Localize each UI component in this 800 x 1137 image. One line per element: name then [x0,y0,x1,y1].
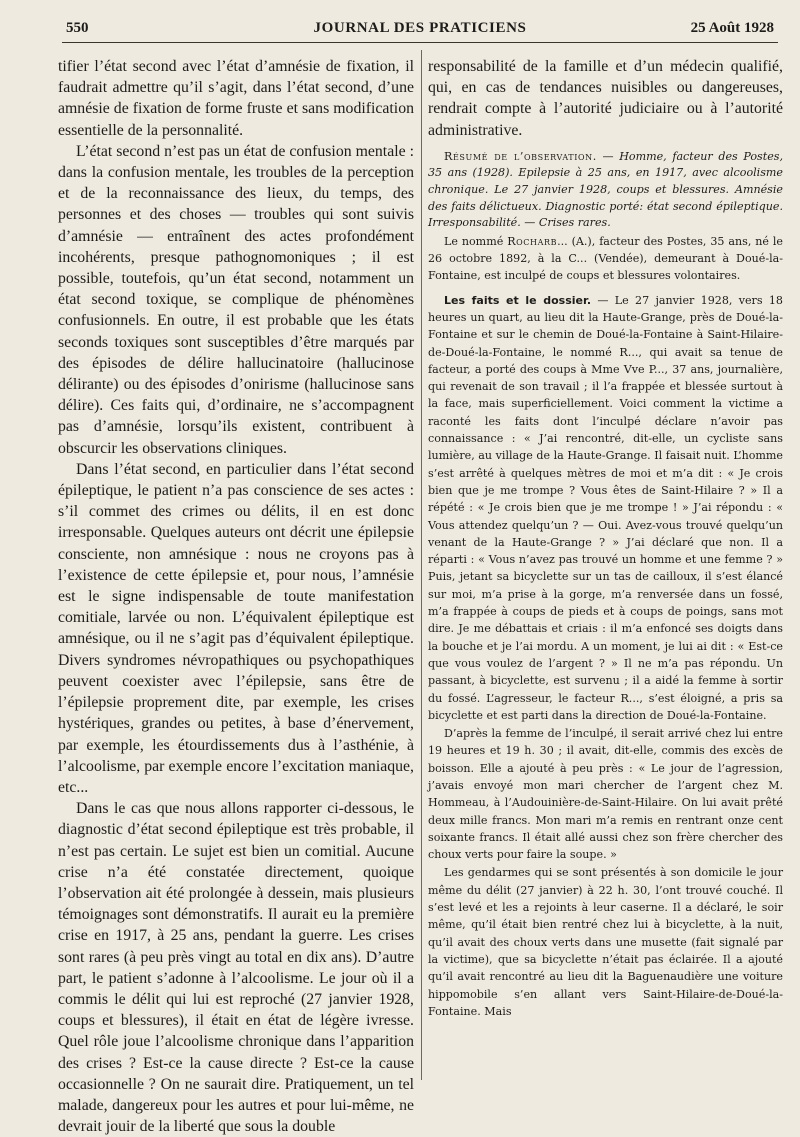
paragraph: L’état second n’est pas un état de confusion mentale : dans la confusion mentale, les troubles de la perception et de la reconnaissance des lieux, du temps, des personnes et des choses — troubles qui sont suivis d’amnésie — entraînent des actes profondément incohérents, presque pathognomoniques ; il est possible, toutefois, qu’un état second, notamment un état second toxique, se complique de phénomènes confusionnels. En outre, il est probable que les états seconds toxiques sont susceptibles d’être marqués par des épisodes de délire hallucinatoire (hallucinose délirante) ou des épisodes d’onirisme (hallucinose sans délire). Ces faits qui, d’ordinaire, ne s’accompagnent pas d’amnésie, lorsqu’ils existent, contribuent à obscurcir les observations cliniques. [58,142,414,457]
summary-dash: — [596,149,620,163]
journal-title: JOURNAL DES PRATICIENS [313,20,527,36]
summary-label: Résumé de l’observation. [444,149,597,163]
defendant-name: Rocharb [507,234,558,248]
paragraph: Les gendarmes qui se sont présentés à son domicile le jour même du délit (27 janvier) à 22 h. 30, l’ont trouvé couché. Il s’est levé et les a rejoints à leur caserne. Il a déclaré, le soir même, qu’il était bien rentré chez lui à bicyclette, à la nuit, qu’il avait des choux verts dans une musette (fait signalé par la victime), que sa bicyclette n’était pas éclairée. Il a ajouté qu’il avait rencontré au lieu dit la Baguenaudière une voiture hippomobile s’en allant vers Saint-Hilaire-de-Doué-la-Fontaine. Mais [428,866,783,1018]
page-number: 550 [66,20,89,36]
paragraph: D’après la femme de l’inculpé, il serait arrivé chez lui entre 19 heures et 19 h. 30 ; il avait, dit-elle, commis des excès de boisson. Elle a ajouté à peu près : « Le jour de l’agression, j’avais envoyé mon mari chercher de l’argent chez M. Hommeau, à l’Audouinière-de-Saint-Hilaire. On lui avait prêté deux mille francs. Mon mari m’a remis en rentrant onze cent soixante francs. Il était allé aussi chez son frère chercher des choux verts pour faire la soupe. » [428,727,783,862]
paragraph: tifier l’état second avec l’état d’amnésie de fixation, il faudrait admettre qu’il s’agit, dans l’état second, d’une amnésie de fixation de forme fruste et sans modification essentielle de la personnalité. [58,58,414,139]
left-column [58,56,414,1137]
section-heading: Les faits et le dossier. [444,293,592,307]
issue-date: 25 Août 1928 [690,20,774,36]
summary-text: Homme, facteur des Postes, 35 ans (1928). Epilepsie à 25 ans, en 1917, avec alcoolisme chronique. Le 27 janvier 1928, coups et blessures. Amnésie des faits délictueux. Diagnostic porté: état second épileptique. Irresponsabilité. — Crises rares. [428,149,783,230]
page-header [62,16,778,43]
text-run: Le nommé [444,234,508,248]
column-divider [421,50,422,1080]
text-run: ... (A.), facteur des Postes, 35 ans, né le 26 octobre 1892, à la C... (Vendée), demeurant à Doué-la-Fontaine, est inculpé de coups et blessures volontaires. [428,234,783,283]
observation-summary [428,149,783,232]
paragraph [428,233,783,285]
paragraph: Dans l’état second, en particulier dans l’état second épileptique, le patient n’a pas conscience de ses actes : s’il commet des crimes ou délits, il en est donc irresponsable. Quelques auteurs ont décrit une épilepsie consciente, non amnésique : nous ne croyons pas à l’existence de cette épilepsie et, pour nous, l’amnésie est le signe indispensable de toute manifestation comitiale, larvée ou non. L’équivalent épileptique est amnésique, ou il ne s’agit pas d’équivalent épileptique. Divers syndromes névropathiques ou psychopathiques peuvent coexister avec l’épilepsie, sans être de l’épilepsie proprement dite, par exemple, les crises hystériques, grandes ou petites, à base d’énervement, par exemple, les étourdissements dus à l’asthénie, à l’alcoolisme, par exemple encore l’excitation maniaque, etc... [58,460,414,796]
text-run: — Le 27 janvier 1928, vers 18 heures un quart, au lieu dit la Haute-Grange, près de Doué-la-Fontaine et sur le chemin de Doué-la-Fontaine à Saint-Hilaire-de-Doué-la-Fontaine, le nommé R..., qui avait sa tenue de facteur, a porté des coups à Mme Vve P..., 37 ans, journalière, qui revenait de son travail ; il l’a frappée et blessée surtout à la face, mais superficiellement. Voici comment la victime a raconté les faits dont l’inculpé déclare n’avoir pas connaissance : « J’ai rencontré, dit-elle, un cycliste sans lumière, au village de la Haute-Grange. Il faisait nuit. L’homme s’est arrêté à quelques mètres de moi et m’a dit : « Je crois bien que je me trompe ? Vous êtes de Saint-Hilaire ? » Il a répété : « Je crois bien que je me trompe ! » J’ai répondu : « Vous attendez quelqu’un ? — Oui. Avez-vous trouvé quelqu’un venant de la Haute-Grange ? » J’ai déclaré que non. Il a réparti : « Vous n’avez pas trouvé un homme et une femme ? » Puis, jetant sa bicyclette sur un tas de cailloux, il s’est élancé sur moi, m’a prise à la gorge, m’a renversée dans un fossé, m’a frappée à coups de pieds et à coups de poings, sans mot dire. Je me débattais et criais : il m’a enfoncé ses doigts dans la bouche et je l’ai mordu. A un moment, je lui ai dit : « Est-ce que vous voulez de l’argent ? » Il ne m’a pas répondu. Un passant, à bicyclette, est survenu ; il a aidé la femme à sortir du fossé. L’agresseur, le facteur R..., s’est éloigné, a pris sa bicyclette et est parti dans la direction de Doué-la-Fontaine. [428,293,783,722]
paragraph: Dans le cas que nous allons rapporter ci-dessous, le diagnostic d’état second épileptique est très probable, il n’est pas certain. Le sujet est bien un comitial. Aucune crise n’a été constatée directement, quoique l’observation ait été prolongée à dessein, mais plusieurs témoignages sont démonstratifs. Il aurait eu la première crise en 1917, à 25 ans, pendant la guerre. Les crises sont rares (à peu près vingt au total en dix ans). D’autre part, le patient s’adonne à l’alcoolisme. Le jour où il a commis le délit qui lui est reproché (27 janvier 1928, coups et blessures), il était en état de légère ivresse. Quel rôle joue l’alcoolisme chronique dans l’apparition des crises ? Est-ce la cause directe ? Est-ce la cause occasionnelle ? On ne saurait dire. Pratiquement, un tel malade, dangereux pour les autres et pour lui-même, ne devrait jouir de la liberté que sous la double [58,800,414,1136]
paragraph: responsabilité de la famille et d’un médecin qualifié, qui, en cas de tendances nuisibles ou dangereuses, rendrait compte à l’autorité judiciaire ou à l’autorité administrative. [428,58,783,139]
right-column [428,56,783,1021]
paragraph [428,292,783,724]
